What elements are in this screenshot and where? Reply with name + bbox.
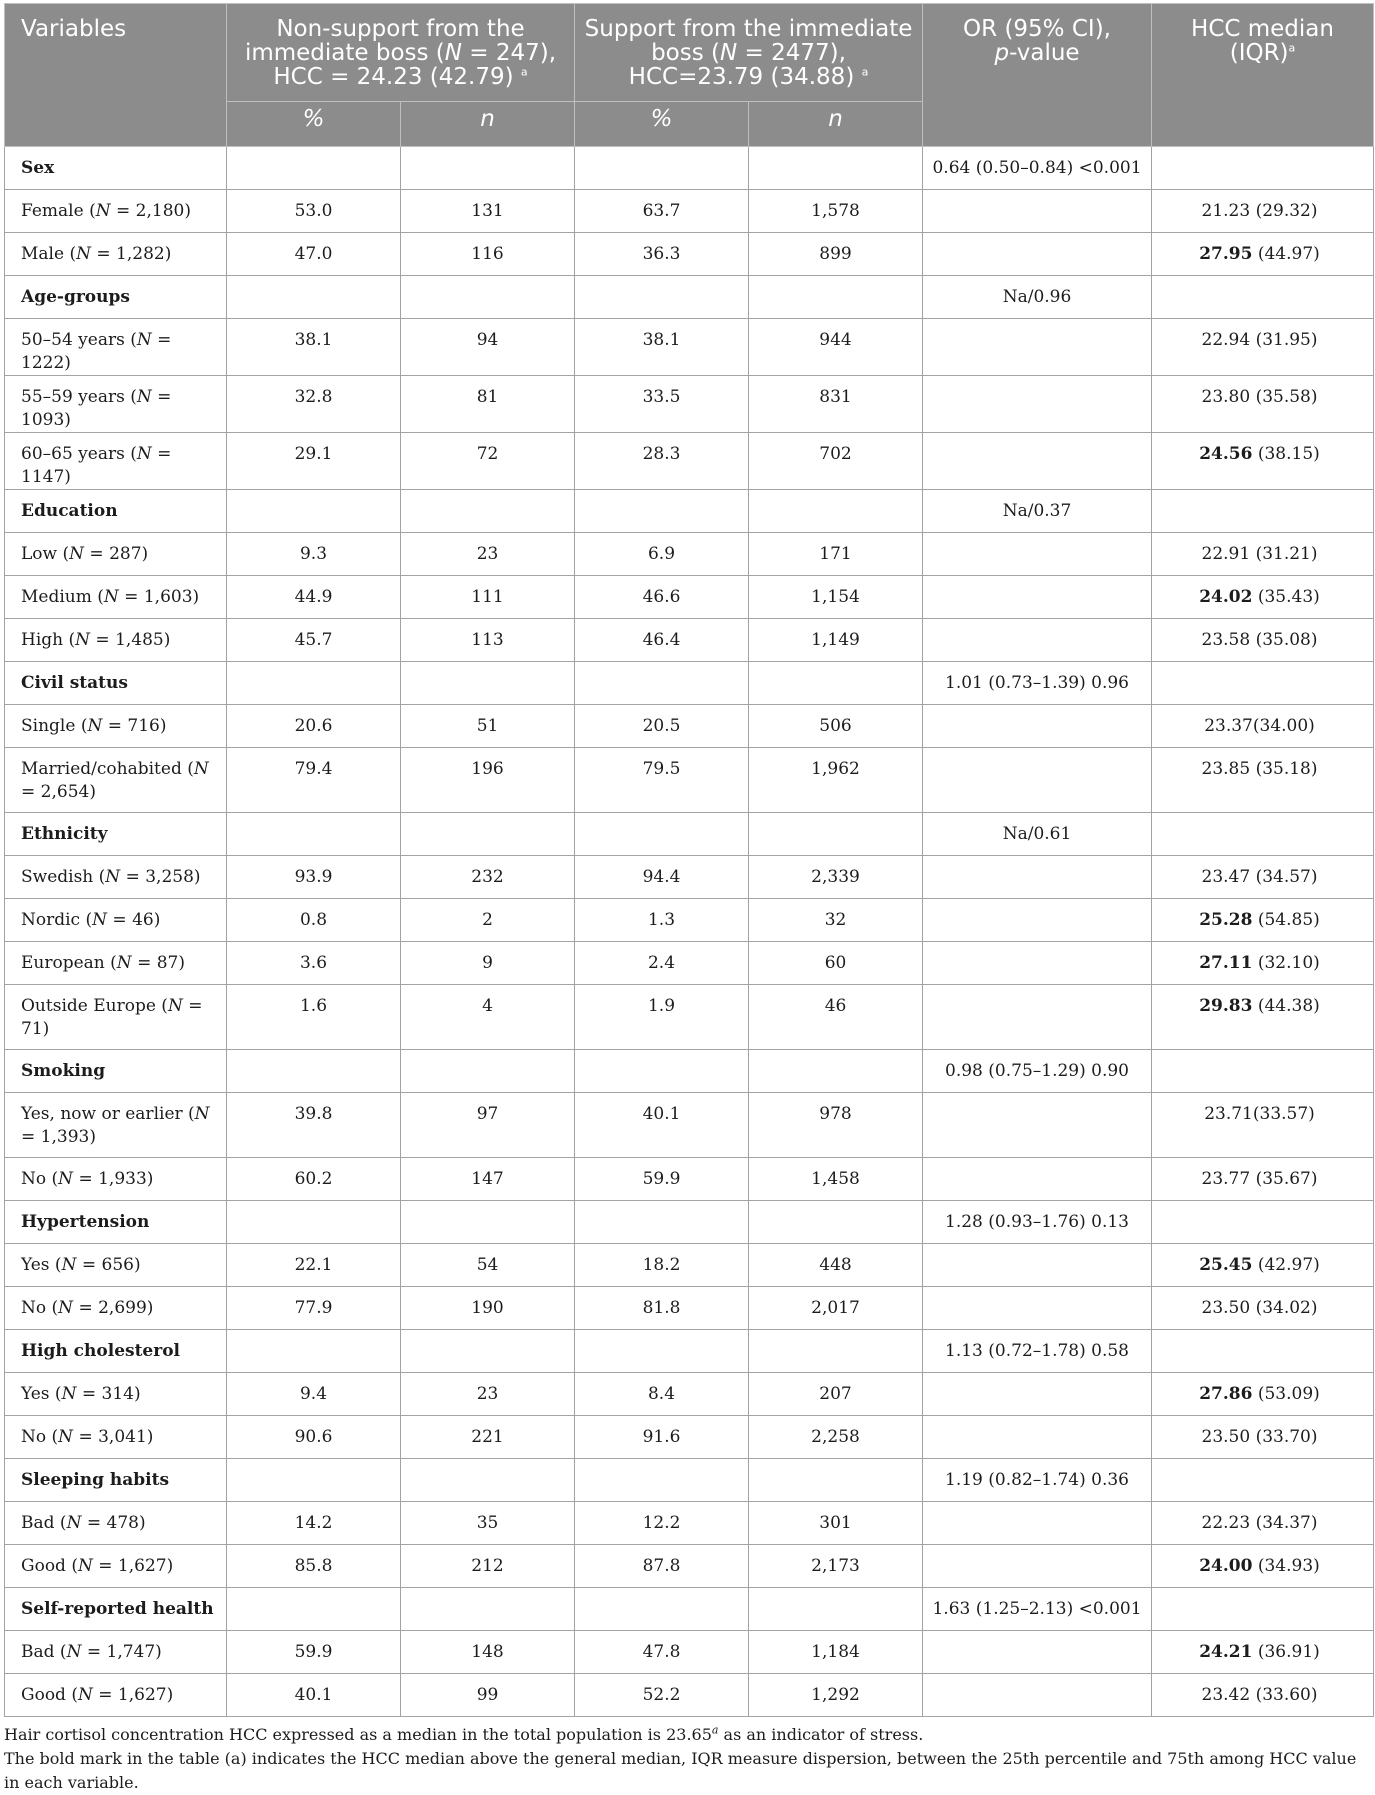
or-cell bbox=[923, 856, 1152, 899]
table-row bbox=[5, 856, 1374, 899]
header-hcc: HCC median (IQR)$^a$ bbox=[1152, 4, 1374, 147]
support-n: 2,017 bbox=[749, 1287, 923, 1330]
empty-cell bbox=[401, 1459, 575, 1502]
hcc-median: 23.77 (35.67) bbox=[1152, 1158, 1374, 1201]
support-pct: 6.9 bbox=[575, 533, 749, 576]
nonsupport-pct: 38.1 bbox=[227, 319, 401, 376]
header-n-nonsupport: n bbox=[401, 102, 575, 147]
table-header bbox=[5, 4, 1374, 147]
variable-label: Good (N = 1,627) bbox=[5, 1674, 227, 1717]
empty-cell bbox=[227, 1330, 401, 1373]
header-pct-support: % bbox=[575, 102, 749, 147]
empty-cell bbox=[1152, 1201, 1374, 1244]
empty-cell bbox=[227, 813, 401, 856]
hcc-median: 25.45 (42.97) bbox=[1152, 1244, 1374, 1287]
or-cell: 1.28 (0.93–1.76) 0.13 bbox=[923, 1201, 1152, 1244]
empty-cell bbox=[401, 1201, 575, 1244]
nonsupport-pct: 29.1 bbox=[227, 433, 401, 490]
table-group-row bbox=[5, 1050, 1374, 1093]
nonsupport-n: 23 bbox=[401, 1373, 575, 1416]
support-n: 1,149 bbox=[749, 619, 923, 662]
table-group-row bbox=[5, 490, 1374, 533]
empty-cell bbox=[749, 662, 923, 705]
empty-cell bbox=[749, 490, 923, 533]
support-n: 1,962 bbox=[749, 748, 923, 813]
hcc-median: 27.11 (32.10) bbox=[1152, 942, 1374, 985]
empty-cell bbox=[575, 490, 749, 533]
nonsupport-pct: 20.6 bbox=[227, 705, 401, 748]
table-row bbox=[5, 748, 1374, 813]
support-n: 32 bbox=[749, 899, 923, 942]
or-cell: Na/0.61 bbox=[923, 813, 1152, 856]
variable-label: Outside Europe (N = 71) bbox=[5, 985, 227, 1050]
header-nonsupport: Non-support from the immediate boss (N = 247), HCC = 24.23 (42.79) $^a$ bbox=[227, 4, 575, 102]
group-label: Civil status bbox=[5, 662, 227, 705]
empty-cell bbox=[1152, 1588, 1374, 1631]
nonsupport-pct: 14.2 bbox=[227, 1502, 401, 1545]
or-cell bbox=[923, 985, 1152, 1050]
table-row bbox=[5, 942, 1374, 985]
table-row bbox=[5, 1631, 1374, 1674]
hcc-median: 23.50 (33.70) bbox=[1152, 1416, 1374, 1459]
nonsupport-n: 232 bbox=[401, 856, 575, 899]
support-n: 171 bbox=[749, 533, 923, 576]
variable-label: Female (N = 2,180) bbox=[5, 190, 227, 233]
nonsupport-n: 111 bbox=[401, 576, 575, 619]
empty-cell bbox=[575, 1588, 749, 1631]
nonsupport-pct: 90.6 bbox=[227, 1416, 401, 1459]
table-body bbox=[5, 147, 1374, 1717]
table-group-row bbox=[5, 813, 1374, 856]
nonsupport-pct: 3.6 bbox=[227, 942, 401, 985]
or-cell bbox=[923, 1158, 1152, 1201]
empty-cell bbox=[401, 147, 575, 190]
empty-cell bbox=[575, 1330, 749, 1373]
empty-cell bbox=[749, 1459, 923, 1502]
nonsupport-n: 2 bbox=[401, 899, 575, 942]
hcc-median: 23.80 (35.58) bbox=[1152, 376, 1374, 433]
variable-label: Married/cohabited (N = 2,654) bbox=[5, 748, 227, 813]
nonsupport-n: 9 bbox=[401, 942, 575, 985]
hcc-median: 23.37(34.00) bbox=[1152, 705, 1374, 748]
group-label: Smoking bbox=[5, 1050, 227, 1093]
nonsupport-n: 72 bbox=[401, 433, 575, 490]
variable-label: Good (N = 1,627) bbox=[5, 1545, 227, 1588]
empty-cell bbox=[227, 1588, 401, 1631]
empty-cell bbox=[401, 276, 575, 319]
support-pct: 46.4 bbox=[575, 619, 749, 662]
table-row bbox=[5, 1674, 1374, 1717]
empty-cell bbox=[1152, 1050, 1374, 1093]
empty-cell bbox=[1152, 662, 1374, 705]
table-container bbox=[4, 3, 1373, 1795]
nonsupport-n: 4 bbox=[401, 985, 575, 1050]
variable-label: No (N = 2,699) bbox=[5, 1287, 227, 1330]
support-pct: 20.5 bbox=[575, 705, 749, 748]
variable-label: No (N = 1,933) bbox=[5, 1158, 227, 1201]
table-group-row bbox=[5, 276, 1374, 319]
nonsupport-n: 148 bbox=[401, 1631, 575, 1674]
nonsupport-n: 54 bbox=[401, 1244, 575, 1287]
empty-cell bbox=[575, 813, 749, 856]
or-cell bbox=[923, 1502, 1152, 1545]
nonsupport-pct: 59.9 bbox=[227, 1631, 401, 1674]
nonsupport-pct: 9.4 bbox=[227, 1373, 401, 1416]
table-row bbox=[5, 619, 1374, 662]
or-cell bbox=[923, 1631, 1152, 1674]
variable-label: Swedish (N = 3,258) bbox=[5, 856, 227, 899]
footnote-1: Hair cortisol concentration HCC expressed as a median in the total population is 23.65$^a$ as an indicator of stress. bbox=[4, 1723, 924, 1744]
hcc-median: 23.58 (35.08) bbox=[1152, 619, 1374, 662]
support-pct: 33.5 bbox=[575, 376, 749, 433]
or-cell: 1.63 (1.25–2.13) <0.001 bbox=[923, 1588, 1152, 1631]
nonsupport-n: 81 bbox=[401, 376, 575, 433]
nonsupport-pct: 47.0 bbox=[227, 233, 401, 276]
hcc-median: 23.85 (35.18) bbox=[1152, 748, 1374, 813]
table-group-row bbox=[5, 1330, 1374, 1373]
group-label: High cholesterol bbox=[5, 1330, 227, 1373]
group-label: Sleeping habits bbox=[5, 1459, 227, 1502]
or-cell: 1.19 (0.82–1.74) 0.36 bbox=[923, 1459, 1152, 1502]
table-row bbox=[5, 533, 1374, 576]
table-row bbox=[5, 1502, 1374, 1545]
variable-label: 50–54 years (N = 1222) bbox=[5, 319, 227, 376]
hcc-median: 23.71(33.57) bbox=[1152, 1093, 1374, 1158]
table-row bbox=[5, 576, 1374, 619]
empty-cell bbox=[1152, 490, 1374, 533]
variable-label: Yes, now or earlier (N = 1,393) bbox=[5, 1093, 227, 1158]
nonsupport-pct: 22.1 bbox=[227, 1244, 401, 1287]
support-n: 2,339 bbox=[749, 856, 923, 899]
support-n: 1,184 bbox=[749, 1631, 923, 1674]
variable-label: 55–59 years (N = 1093) bbox=[5, 376, 227, 433]
support-pct: 38.1 bbox=[575, 319, 749, 376]
support-pct: 79.5 bbox=[575, 748, 749, 813]
table-group-row bbox=[5, 662, 1374, 705]
group-label: Education bbox=[5, 490, 227, 533]
header-n-support: n bbox=[749, 102, 923, 147]
table-group-row bbox=[5, 1459, 1374, 1502]
variable-label: Nordic (N = 46) bbox=[5, 899, 227, 942]
support-pct: 94.4 bbox=[575, 856, 749, 899]
empty-cell bbox=[749, 1588, 923, 1631]
variable-label: High (N = 1,485) bbox=[5, 619, 227, 662]
support-pct: 91.6 bbox=[575, 1416, 749, 1459]
nonsupport-n: 94 bbox=[401, 319, 575, 376]
empty-cell bbox=[1152, 813, 1374, 856]
table-row bbox=[5, 1545, 1374, 1588]
nonsupport-pct: 85.8 bbox=[227, 1545, 401, 1588]
empty-cell bbox=[227, 490, 401, 533]
empty-cell bbox=[227, 147, 401, 190]
or-cell bbox=[923, 1287, 1152, 1330]
table-row bbox=[5, 1158, 1374, 1201]
empty-cell bbox=[575, 1050, 749, 1093]
hcc-median: 24.56 (38.15) bbox=[1152, 433, 1374, 490]
table-group-row bbox=[5, 147, 1374, 190]
table-group-row bbox=[5, 1588, 1374, 1631]
support-n: 944 bbox=[749, 319, 923, 376]
hcc-median: 22.94 (31.95) bbox=[1152, 319, 1374, 376]
support-n: 207 bbox=[749, 1373, 923, 1416]
or-cell bbox=[923, 319, 1152, 376]
hcc-median: 29.83 (44.38) bbox=[1152, 985, 1374, 1050]
empty-cell bbox=[227, 1050, 401, 1093]
hcc-median: 21.23 (29.32) bbox=[1152, 190, 1374, 233]
group-label: Self-reported health bbox=[5, 1588, 227, 1631]
group-label: Hypertension bbox=[5, 1201, 227, 1244]
or-cell bbox=[923, 1545, 1152, 1588]
table-row bbox=[5, 1244, 1374, 1287]
or-cell bbox=[923, 1093, 1152, 1158]
or-cell bbox=[923, 705, 1152, 748]
nonsupport-pct: 77.9 bbox=[227, 1287, 401, 1330]
support-n: 899 bbox=[749, 233, 923, 276]
variable-label: European (N = 87) bbox=[5, 942, 227, 985]
hcc-median: 23.50 (34.02) bbox=[1152, 1287, 1374, 1330]
support-pct: 46.6 bbox=[575, 576, 749, 619]
nonsupport-n: 35 bbox=[401, 1502, 575, 1545]
hcc-median: 25.28 (54.85) bbox=[1152, 899, 1374, 942]
table-row bbox=[5, 233, 1374, 276]
support-pct: 40.1 bbox=[575, 1093, 749, 1158]
nonsupport-pct: 39.8 bbox=[227, 1093, 401, 1158]
table-row bbox=[5, 376, 1374, 433]
support-pct: 87.8 bbox=[575, 1545, 749, 1588]
support-pct: 12.2 bbox=[575, 1502, 749, 1545]
support-n: 1,578 bbox=[749, 190, 923, 233]
support-n: 506 bbox=[749, 705, 923, 748]
nonsupport-pct: 60.2 bbox=[227, 1158, 401, 1201]
variable-label: 60–65 years (N = 1147) bbox=[5, 433, 227, 490]
header-pct-nonsupport: % bbox=[227, 102, 401, 147]
support-pct: 63.7 bbox=[575, 190, 749, 233]
support-pct: 18.2 bbox=[575, 1244, 749, 1287]
group-label: Ethnicity bbox=[5, 813, 227, 856]
nonsupport-n: 116 bbox=[401, 233, 575, 276]
nonsupport-pct: 45.7 bbox=[227, 619, 401, 662]
group-label: Age-groups bbox=[5, 276, 227, 319]
or-cell bbox=[923, 576, 1152, 619]
nonsupport-n: 131 bbox=[401, 190, 575, 233]
empty-cell bbox=[401, 1588, 575, 1631]
nonsupport-n: 147 bbox=[401, 1158, 575, 1201]
table-row bbox=[5, 1416, 1374, 1459]
or-cell bbox=[923, 748, 1152, 813]
hcc-median: 24.21 (36.91) bbox=[1152, 1631, 1374, 1674]
nonsupport-n: 51 bbox=[401, 705, 575, 748]
support-pct: 1.9 bbox=[575, 985, 749, 1050]
or-cell bbox=[923, 1674, 1152, 1717]
table-row bbox=[5, 190, 1374, 233]
nonsupport-pct: 93.9 bbox=[227, 856, 401, 899]
hcc-median: 22.23 (34.37) bbox=[1152, 1502, 1374, 1545]
or-cell bbox=[923, 1244, 1152, 1287]
nonsupport-pct: 44.9 bbox=[227, 576, 401, 619]
empty-cell bbox=[575, 1459, 749, 1502]
or-cell bbox=[923, 190, 1152, 233]
nonsupport-n: 113 bbox=[401, 619, 575, 662]
variable-label: Bad (N = 478) bbox=[5, 1502, 227, 1545]
nonsupport-pct: 79.4 bbox=[227, 748, 401, 813]
table-footnotes bbox=[4, 1723, 1373, 1795]
or-cell bbox=[923, 942, 1152, 985]
empty-cell bbox=[749, 276, 923, 319]
empty-cell bbox=[1152, 1459, 1374, 1502]
hcc-median: 24.00 (34.93) bbox=[1152, 1545, 1374, 1588]
hcc-median: 27.86 (53.09) bbox=[1152, 1373, 1374, 1416]
or-cell: 0.64 (0.50–0.84) <0.001 bbox=[923, 147, 1152, 190]
nonsupport-pct: 32.8 bbox=[227, 376, 401, 433]
support-pct: 2.4 bbox=[575, 942, 749, 985]
or-cell bbox=[923, 899, 1152, 942]
empty-cell bbox=[1152, 1330, 1374, 1373]
support-n: 448 bbox=[749, 1244, 923, 1287]
support-n: 2,173 bbox=[749, 1545, 923, 1588]
nonsupport-n: 196 bbox=[401, 748, 575, 813]
empty-cell bbox=[227, 1201, 401, 1244]
group-label: Sex bbox=[5, 147, 227, 190]
empty-cell bbox=[575, 147, 749, 190]
table-group-row bbox=[5, 1201, 1374, 1244]
empty-cell bbox=[401, 813, 575, 856]
table-row bbox=[5, 433, 1374, 490]
nonsupport-n: 221 bbox=[401, 1416, 575, 1459]
variable-label: Bad (N = 1,747) bbox=[5, 1631, 227, 1674]
empty-cell bbox=[1152, 147, 1374, 190]
or-cell bbox=[923, 1416, 1152, 1459]
support-n: 2,258 bbox=[749, 1416, 923, 1459]
empty-cell bbox=[227, 662, 401, 705]
empty-cell bbox=[401, 662, 575, 705]
table-row bbox=[5, 1093, 1374, 1158]
support-pct: 36.3 bbox=[575, 233, 749, 276]
or-cell bbox=[923, 433, 1152, 490]
nonsupport-n: 99 bbox=[401, 1674, 575, 1717]
empty-cell bbox=[227, 1459, 401, 1502]
table-row bbox=[5, 1373, 1374, 1416]
hcc-median: 23.42 (33.60) bbox=[1152, 1674, 1374, 1717]
support-pct: 81.8 bbox=[575, 1287, 749, 1330]
or-cell bbox=[923, 233, 1152, 276]
or-cell: 0.98 (0.75–1.29) 0.90 bbox=[923, 1050, 1152, 1093]
nonsupport-pct: 0.8 bbox=[227, 899, 401, 942]
empty-cell bbox=[227, 276, 401, 319]
support-n: 60 bbox=[749, 942, 923, 985]
support-n: 1,292 bbox=[749, 1674, 923, 1717]
support-pct: 1.3 bbox=[575, 899, 749, 942]
header-support: Support from the immediate boss (N = 2477), HCC=23.79 (34.88) $^a$ bbox=[575, 4, 923, 102]
support-n: 46 bbox=[749, 985, 923, 1050]
empty-cell bbox=[575, 662, 749, 705]
or-cell: 1.13 (0.72–1.78) 0.58 bbox=[923, 1330, 1152, 1373]
empty-cell bbox=[1152, 276, 1374, 319]
header-variables: Variables bbox=[5, 4, 227, 147]
or-cell bbox=[923, 533, 1152, 576]
nonsupport-n: 190 bbox=[401, 1287, 575, 1330]
data-table bbox=[4, 3, 1374, 1717]
empty-cell bbox=[575, 276, 749, 319]
nonsupport-pct: 53.0 bbox=[227, 190, 401, 233]
support-n: 1,154 bbox=[749, 576, 923, 619]
nonsupport-pct: 40.1 bbox=[227, 1674, 401, 1717]
empty-cell bbox=[749, 147, 923, 190]
table-row bbox=[5, 985, 1374, 1050]
hcc-median: 27.95 (44.97) bbox=[1152, 233, 1374, 276]
footnote-2: The bold mark in the table (a) indicates the HCC median above the general median, IQR measure dispersion, between the 25th percentile and 75th among HCC value in each variable. bbox=[4, 1749, 1357, 1792]
variable-label: No (N = 3,041) bbox=[5, 1416, 227, 1459]
nonsupport-n: 23 bbox=[401, 533, 575, 576]
support-pct: 28.3 bbox=[575, 433, 749, 490]
support-pct: 52.2 bbox=[575, 1674, 749, 1717]
header-or: OR (95% CI), p-value bbox=[923, 4, 1152, 147]
empty-cell bbox=[401, 1330, 575, 1373]
support-n: 1,458 bbox=[749, 1158, 923, 1201]
or-cell: Na/0.96 bbox=[923, 276, 1152, 319]
nonsupport-n: 212 bbox=[401, 1545, 575, 1588]
empty-cell bbox=[749, 1330, 923, 1373]
support-pct: 59.9 bbox=[575, 1158, 749, 1201]
nonsupport-pct: 1.6 bbox=[227, 985, 401, 1050]
support-n: 301 bbox=[749, 1502, 923, 1545]
nonsupport-pct: 9.3 bbox=[227, 533, 401, 576]
support-n: 831 bbox=[749, 376, 923, 433]
hcc-median: 24.02 (35.43) bbox=[1152, 576, 1374, 619]
empty-cell bbox=[401, 490, 575, 533]
table-row bbox=[5, 1287, 1374, 1330]
empty-cell bbox=[749, 813, 923, 856]
hcc-median: 22.91 (31.21) bbox=[1152, 533, 1374, 576]
variable-label: Yes (N = 314) bbox=[5, 1373, 227, 1416]
hcc-median: 23.47 (34.57) bbox=[1152, 856, 1374, 899]
variable-label: Male (N = 1,282) bbox=[5, 233, 227, 276]
empty-cell bbox=[401, 1050, 575, 1093]
variable-label: Yes (N = 656) bbox=[5, 1244, 227, 1287]
support-pct: 47.8 bbox=[575, 1631, 749, 1674]
or-cell: 1.01 (0.73–1.39) 0.96 bbox=[923, 662, 1152, 705]
or-cell bbox=[923, 376, 1152, 433]
support-n: 702 bbox=[749, 433, 923, 490]
table-row bbox=[5, 899, 1374, 942]
empty-cell bbox=[749, 1050, 923, 1093]
empty-cell bbox=[575, 1201, 749, 1244]
empty-cell bbox=[749, 1201, 923, 1244]
nonsupport-n: 97 bbox=[401, 1093, 575, 1158]
or-cell bbox=[923, 619, 1152, 662]
variable-label: Low (N = 287) bbox=[5, 533, 227, 576]
support-pct: 8.4 bbox=[575, 1373, 749, 1416]
variable-label: Single (N = 716) bbox=[5, 705, 227, 748]
or-cell: Na/0.37 bbox=[923, 490, 1152, 533]
table-row bbox=[5, 319, 1374, 376]
table-row bbox=[5, 705, 1374, 748]
support-n: 978 bbox=[749, 1093, 923, 1158]
or-cell bbox=[923, 1373, 1152, 1416]
variable-label: Medium (N = 1,603) bbox=[5, 576, 227, 619]
